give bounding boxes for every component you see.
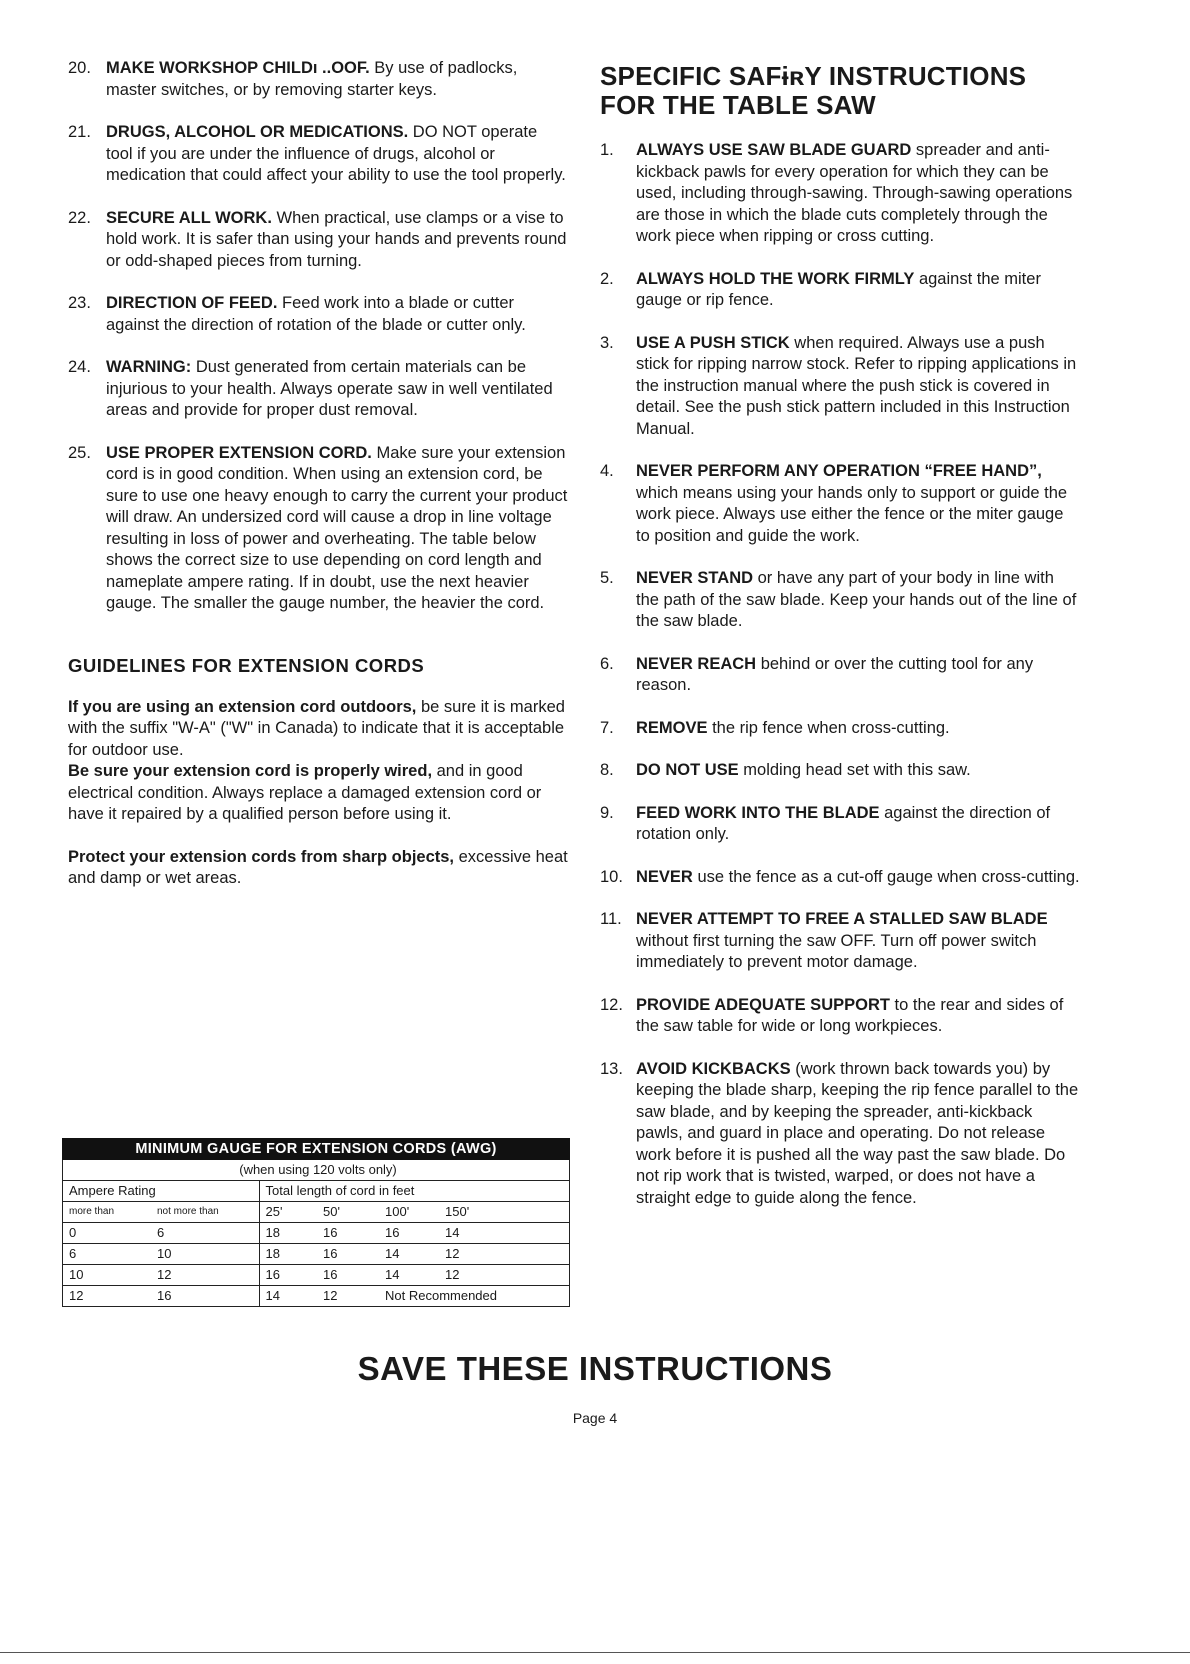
left-item-23 [68, 293, 568, 336]
right-item-6 [600, 654, 1080, 697]
safety-heading [600, 62, 1080, 120]
item-number: 7. [600, 718, 614, 737]
item-lead: NEVER [636, 867, 693, 886]
safety-heading-line1: SPECIFIC SAFɨʀY INSTRUCTIONS [600, 61, 1027, 91]
length-150: 150' [439, 1202, 569, 1223]
safety-heading-line2: FOR THE TABLE SAW [600, 90, 876, 120]
table-cell: 12 [439, 1244, 569, 1265]
table-cell: 16 [317, 1265, 379, 1286]
right-item-1 [600, 140, 1080, 248]
right-item-11 [600, 909, 1080, 974]
item-text: (work thrown back towards you) by keeping the blade sharp, keeping the rip fence parallel to the saw blade, and by keeping the spreader, anti-kickback pawls, and guard in place and operating. Do not release work before it is pushed all the way past the saw blade. Do not rip work that is twisted, warped, or does not have a straight edge to guide along the fence. [636, 1059, 1079, 1207]
table-cell: 14 [379, 1244, 439, 1265]
item-text: Feed work into a blade or cutter against the direction of rotation of the blade or cutter only. [106, 294, 526, 334]
item-number: 6. [600, 654, 614, 673]
left-item-25 [68, 443, 568, 615]
subheader-more-than: more than [63, 1202, 151, 1223]
item-text: which means using your hands only to support or guide the work piece. Always use either the fence or the miter gauge to position and guide the work. [636, 483, 1068, 545]
item-text: without first turning the saw OFF. Turn off power switch immediately to prevent motor damage. [636, 931, 1037, 971]
table-cell: 12 [151, 1265, 259, 1286]
item-lead: AVOID KICKBACKS [636, 1059, 791, 1078]
item-lead: USE PROPER EXTENSION CORD. [106, 443, 372, 462]
table-header-row [63, 1181, 569, 1202]
length-25: 25' [259, 1202, 317, 1223]
item-text: When practical, use clamps or a vise to hold work. It is safer than using your hands and prevents round or odd-shaped pieces from turning. [106, 208, 567, 270]
left-column [68, 58, 568, 890]
guidelines-paragraph-outdoor [68, 697, 568, 762]
item-text: use the fence as a cut-off gauge when cross-cutting. [692, 867, 1080, 886]
item-text: the rip fence when cross-cutting. [707, 718, 950, 737]
right-item-8 [600, 760, 1080, 782]
right-item-5 [600, 568, 1080, 633]
item-text: behind or over the cutting tool for any reason. [636, 654, 1034, 694]
item-number: 22. [68, 208, 91, 227]
item-number: 3. [600, 333, 614, 352]
guidelines-paragraph-protect [68, 847, 568, 890]
table-frame [62, 1160, 570, 1307]
item-number: 13. [600, 1059, 623, 1078]
length-100: 100' [379, 1202, 439, 1223]
table-row [63, 1265, 569, 1286]
item-text: By use of padlocks, master switches, or by removing starter keys. [106, 59, 518, 99]
item-number: 5. [600, 569, 614, 587]
right-item-13 [600, 1059, 1080, 1210]
table-cell: 12 [69, 1288, 84, 1303]
table-row [63, 1286, 569, 1307]
left-item-24 [68, 357, 568, 422]
item-text: molding head set with this saw. [738, 761, 971, 779]
table-cell-not-recommended: Not Recommended [385, 1288, 497, 1303]
item-text: Dust generated from certain materials can be injurious to your health. Always operate saw in well ventilated areas and provide for proper dust removal. [106, 358, 553, 419]
right-item-3 [600, 333, 1080, 441]
guidelines-text: excessive heat and damp or wet areas. [68, 847, 568, 887]
right-column [600, 62, 1080, 1209]
item-lead: MAKE WORKSHOP CHILDı ..OOF. [106, 59, 370, 77]
table-cell: 6 [63, 1244, 151, 1265]
item-number: 11. [600, 910, 622, 928]
item-text: DO NOT operate tool if you are under the influence of drugs, alcohol or medication that could affect your ability to use the tool properly. [106, 123, 566, 184]
guidelines-bold: Protect your extension cords from sharp objects, [68, 847, 455, 866]
table-cell: 16 [157, 1288, 172, 1303]
item-text: against the direction of rotation only. [636, 803, 1051, 843]
table-cell: 12 [323, 1288, 338, 1303]
item-lead: SECURE ALL WORK. [106, 208, 272, 227]
item-lead: NEVER ATTEMPT TO FREE A STALLED SAW BLADE [636, 910, 1048, 928]
table-cell: 16 [379, 1223, 439, 1244]
right-item-10 [600, 867, 1080, 889]
item-number: 21. [68, 123, 91, 141]
table-subtitle: (when using 120 volts only) [63, 1160, 569, 1181]
table-subheader-row [63, 1202, 569, 1223]
page-number: Page 4 [572, 1410, 618, 1426]
left-item-20 [68, 58, 568, 101]
item-lead: DRUGS, ALCOHOL OR MEDICATIONS. [106, 123, 409, 141]
item-number: 20. [68, 59, 91, 77]
table-cell: 10 [151, 1244, 259, 1265]
item-number: 4. [600, 462, 614, 480]
item-lead: FEED WORK INTO THE BLADE [636, 803, 880, 822]
length-50: 50' [317, 1202, 379, 1223]
item-number: 24. [68, 358, 91, 376]
guidelines-bold: Be sure your extension cord is properly wired, [68, 762, 433, 780]
right-item-12 [600, 995, 1080, 1038]
item-lead: REMOVE [636, 718, 708, 737]
subheader-not-more-than: not more than [151, 1202, 259, 1223]
right-item-7 [600, 718, 1080, 740]
right-item-2 [600, 269, 1080, 312]
item-text: or have any part of your body in line with the path of the saw blade. Keep your hands out of the line of the saw blade. [636, 569, 1077, 630]
item-number: 9. [600, 803, 614, 822]
table-cell: 12 [439, 1265, 569, 1286]
guidelines-text: and in good electrical condition. Always replace a damaged extension cord or have it repaired by a qualified person before using it. [68, 762, 542, 823]
item-lead: NEVER REACH [636, 654, 757, 673]
table-cell: 16 [317, 1244, 379, 1265]
item-number: 8. [600, 761, 614, 779]
table-cell: 16 [317, 1223, 379, 1244]
right-item-4 [600, 461, 1080, 547]
table-title: MINIMUM GAUGE FOR EXTENSION CORDS (AWG) [62, 1138, 570, 1160]
guidelines-bold: If you are using an extension cord outdoors, [68, 697, 417, 716]
item-lead: WARNING: [106, 358, 192, 376]
table-cell: 14 [439, 1223, 569, 1244]
item-number: 12. [600, 995, 623, 1014]
right-item-9 [600, 803, 1080, 846]
guidelines-paragraph-wired [68, 761, 568, 826]
item-lead: NEVER PERFORM ANY OPERATION “FREE HAND”, [636, 462, 1042, 480]
header-length: Total length of cord in feet [259, 1181, 569, 1202]
item-text: when required. Always use a push stick for ripping narrow stock. Refer to ripping applications in the instruction manual where the push stick is covered in detail. See the push stick pattern included in this Instruction Manual. [636, 333, 1077, 438]
extension-cord-table [62, 1138, 570, 1307]
table-row [63, 1223, 569, 1244]
item-lead: ALWAYS HOLD THE WORK FIRMLY [636, 269, 915, 288]
item-text: spreader and anti-kickback pawls for every operation for which they can be used, including through-sawing. Through-sawing operations are those in which the blade cuts completely through the work piece when ripping or cross cutting. [636, 141, 1073, 245]
table-cell: 14 [379, 1265, 439, 1286]
left-item-21 [68, 122, 568, 187]
table-cell: 18 [259, 1223, 317, 1244]
table-cell: 18 [259, 1244, 317, 1265]
item-text: against the miter gauge or rip fence. [636, 269, 1041, 309]
item-number: 23. [68, 294, 91, 312]
item-number: 1. [600, 141, 614, 159]
table-cell: 14 [259, 1286, 317, 1307]
header-ampere: Ampere Rating [63, 1181, 259, 1202]
guidelines-text: be sure it is marked with the suffix "W-A" ("W" in Canada) to indicate that it is acceptable for outdoor use. [68, 697, 565, 759]
item-text: Make sure your extension cord is in good condition. When using an extension cord, be sure to use one heavy enough to carry the current your product will draw. An undersized cord will cause a drop in line voltage resulting in loss of power and overheating. The table below shows the correct size to use depending on cord length and nameplate ampere rating. If in doubt, use the next heavier gauge. The smaller the gauge number, the heavier the cord. [106, 443, 568, 612]
save-instructions-heading: SAVE THESE INSTRUCTIONS [357, 1350, 833, 1387]
item-lead: USE A PUSH STICK [636, 333, 790, 352]
table-cell: 0 [63, 1223, 151, 1244]
item-lead: DIRECTION OF FEED. [106, 294, 278, 312]
table-row [63, 1244, 569, 1265]
item-lead: ALWAYS USE SAW BLADE GUARD [636, 141, 912, 159]
item-lead: PROVIDE ADEQUATE SUPPORT [636, 995, 890, 1014]
item-number: 2. [600, 269, 614, 288]
guidelines-heading: GUIDELINES FOR EXTENSION CORDS [68, 654, 425, 676]
item-number: 25. [68, 443, 91, 462]
table-subtitle-row [63, 1160, 569, 1181]
item-lead: NEVER STAND [636, 569, 754, 587]
bottom-rule [0, 1652, 1190, 1653]
item-text: to the rear and sides of the saw table for wide or long workpieces. [636, 995, 1064, 1035]
gauge-table [63, 1160, 569, 1306]
table-cell: 6 [151, 1223, 259, 1244]
table-cell: 10 [63, 1265, 151, 1286]
table-cell: 16 [259, 1265, 317, 1286]
left-item-22 [68, 208, 568, 273]
item-lead: DO NOT USE [636, 761, 739, 779]
item-number: 10. [600, 867, 623, 886]
